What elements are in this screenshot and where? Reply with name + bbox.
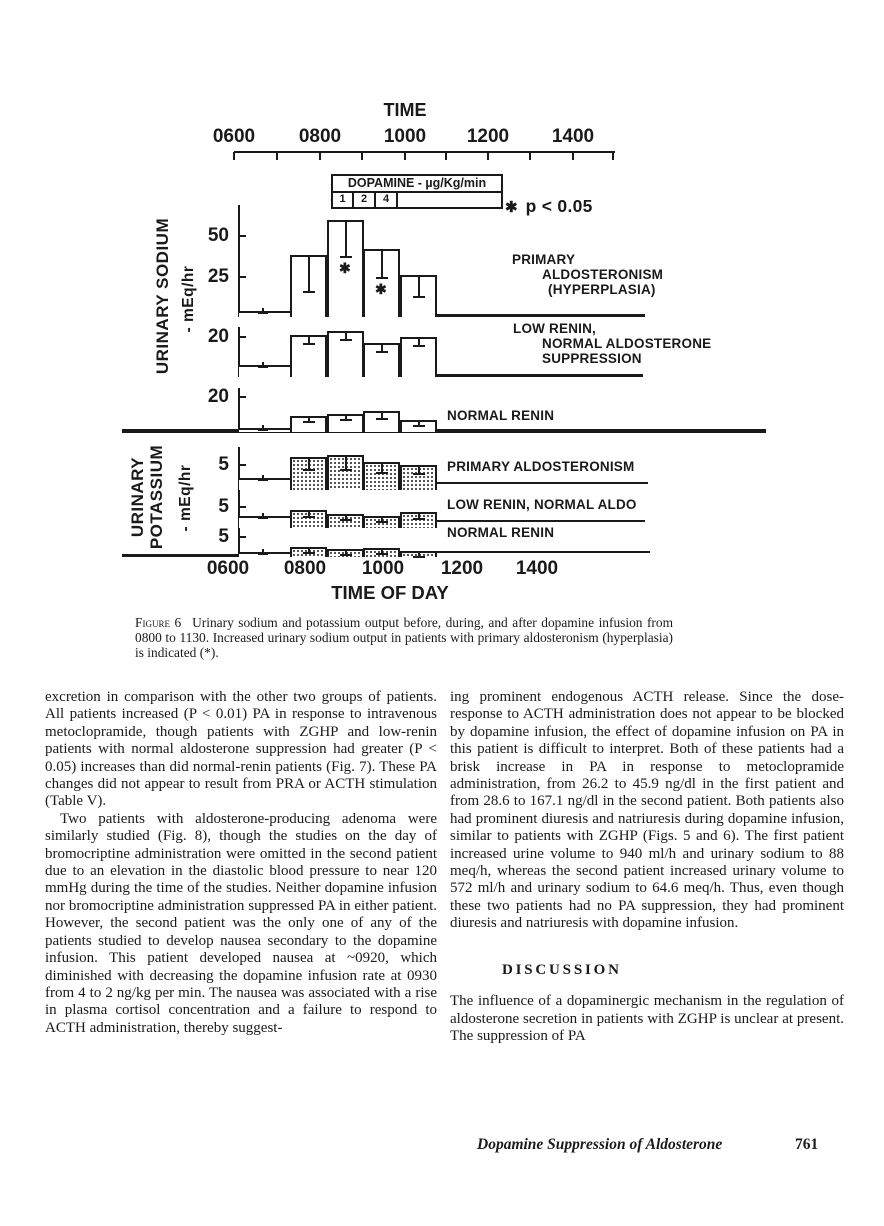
dopamine-dose-row	[331, 193, 503, 209]
top-axis-tick	[445, 152, 447, 160]
top-axis-tick	[361, 152, 363, 160]
significance-label: p < 0.05	[525, 196, 593, 216]
error-bar	[308, 257, 310, 293]
sodium-potassium-divider	[122, 429, 766, 433]
error-bar-cap	[340, 339, 352, 341]
panel-label-line: ALDOSTERONISM	[542, 267, 664, 282]
error-bar-cap	[340, 256, 352, 258]
bottom-axis-tick-label: 0600	[206, 558, 250, 579]
y-tick	[240, 336, 246, 338]
top-axis-tick	[404, 152, 406, 160]
dopamine-dose-cell: 1	[333, 193, 354, 207]
top-axis-tick-label: 0600	[212, 126, 256, 147]
dopamine-dose-cell: 2	[354, 193, 376, 207]
potassium-axis-title-line1: URINARY	[128, 456, 147, 538]
y-tick	[240, 235, 246, 237]
error-bar-cap	[413, 345, 425, 347]
top-axis-tick	[276, 152, 278, 160]
error-bar	[418, 277, 420, 298]
significance-asterisk: ✱	[339, 260, 351, 276]
top-axis-tick	[572, 152, 574, 160]
y-tick	[240, 464, 246, 466]
bottom-axis-tick-label: 0800	[283, 558, 327, 579]
error-bar	[345, 222, 347, 258]
y-tick-label: 25	[207, 265, 229, 287]
y-tick	[240, 536, 246, 538]
right-column	[450, 689, 844, 1045]
panel-label-line: NORMAL RENIN	[447, 525, 555, 540]
error-bar-cap	[303, 516, 315, 518]
significance-asterisk: ✱	[375, 281, 387, 297]
top-axis-tick	[319, 152, 321, 160]
top-axis-tick	[233, 152, 235, 160]
y-tick	[240, 396, 246, 398]
control-error-cap	[258, 553, 268, 555]
error-bar-cap	[340, 419, 352, 421]
panel-label-line: LOW RENIN, NORMAL ALDO	[447, 497, 637, 512]
panel-label	[512, 252, 663, 297]
error-bar-cap	[303, 343, 315, 345]
error-bar-cap	[303, 421, 315, 423]
trailing-control-stripe	[437, 482, 648, 490]
trailing-control-stripe	[437, 551, 650, 557]
top-axis-tick	[612, 152, 614, 160]
bottom-axis-tick-label: 1200	[440, 558, 484, 579]
potassium-axis-unit: - mEq/hr	[177, 464, 194, 532]
bottom-axis-tick-label: 1000	[361, 558, 405, 579]
top-axis-tick-label: 1400	[551, 126, 595, 147]
panel-label-line: PRIMARY ALDOSTERONISM	[447, 459, 635, 474]
panel-label	[447, 497, 637, 512]
y-tick-label: 50	[207, 225, 229, 246]
y-tick	[240, 276, 246, 278]
control-error-cap	[258, 429, 268, 431]
y-tick	[240, 506, 246, 508]
control-error-cap	[258, 366, 268, 368]
error-bar-cap	[413, 518, 425, 520]
panel-label-line: SUPPRESSION	[542, 351, 642, 366]
panel-label	[447, 408, 554, 423]
error-bar-cap	[340, 469, 352, 471]
error-bar-cap	[413, 425, 425, 427]
top-axis-tick-label: 1000	[383, 126, 427, 147]
panel-label	[447, 459, 634, 474]
error-bar-cap	[413, 556, 425, 558]
paragraph: The influence of a dopaminergic mechanism in the regulation of aldosterone secretion in patients with ZGHP is unclear at present. The suppression of PA	[450, 993, 844, 1044]
panel-label-line: NORMAL RENIN	[447, 408, 555, 423]
top-axis-tick	[487, 152, 489, 160]
dopamine-infusion-box	[331, 174, 503, 209]
y-tick-label: 20	[207, 386, 229, 407]
panel-label-line: (HYPERPLASIA)	[548, 282, 656, 297]
error-bar	[381, 251, 383, 279]
figure-caption	[135, 616, 673, 661]
page-number: 761	[795, 1136, 819, 1153]
top-axis-tick-label: 0800	[298, 126, 342, 147]
bottom-axis-tick-label: 1400	[515, 558, 559, 579]
panel-label	[513, 321, 711, 366]
panel-axis-line	[238, 388, 240, 432]
error-bar-cap	[376, 351, 388, 353]
top-axis-tick-label: 1200	[466, 126, 510, 147]
panel-label-line: PRIMARY	[512, 252, 576, 267]
error-bar-cap	[376, 521, 388, 523]
panel-axis-line	[238, 205, 240, 317]
top-axis-line	[234, 151, 615, 153]
figure-caption-label: Figure 6	[135, 615, 182, 630]
error-bar-cap	[303, 291, 315, 293]
error-bar-cap	[303, 552, 315, 554]
error-bar-cap	[376, 418, 388, 420]
sodium-axis-title: URINARY SODIUM	[153, 217, 172, 375]
error-bar-cap	[340, 554, 352, 556]
control-error-cap	[258, 312, 268, 314]
error-bar-cap	[303, 469, 315, 471]
error-bar-cap	[376, 277, 388, 279]
top-axis-tick	[529, 152, 531, 160]
dopamine-dose-cell: 4	[376, 193, 398, 207]
panel-label-line: NORMAL ALDOSTERONE	[542, 336, 712, 351]
left-column	[45, 689, 437, 1037]
error-bar-cap	[376, 553, 388, 555]
discussion-heading: DISCUSSION	[502, 961, 622, 978]
panel-label	[447, 525, 554, 540]
dopamine-dose-cell	[398, 193, 501, 207]
control-error-cap	[258, 479, 268, 481]
sodium-axis-unit: - mEq/hr	[180, 265, 197, 333]
error-bar-cap	[376, 472, 388, 474]
control-error-cap	[258, 517, 268, 519]
figure-caption-text: Urinary sodium and potassium output before, during, and after dopamine infusion from 0800 to 1130. Increased urinary sodium output in patients with primary aldosteronism (hyperplasia) is indicated (*).	[135, 615, 673, 660]
top-axis-title: TIME	[383, 100, 427, 120]
paragraph: ing prominent endogenous ACTH release. Since the dose-response to ACTH administration does not appear to be blocked by dopamine infusion, the effect of dopamine infusion on PA in this patient is difficult to interpret. Both of these patients had a brisk increase in PA in response to metoclopramide administration, from 26.2 to 45.9 ng/dl in the first patient and from 28.6 to 167.1 ng/dl in the second patient. Both patients also had prominent diuresis and natriuresis during dopamine infusion, similar to patients with ZGHP (Figs. 5 and 6). The first patient increased urine volume to 940 ml/h and urinary sodium to 88 meq/h, whereas the second patient increased urinary volume to 572 ml/h and urinary sodium to 64.6 meq/h. Thus, even though these two patients had no PA suppression, they had prominent diuresis and natriuresis with dopamine infusion.	[450, 689, 844, 932]
discussion-text	[450, 993, 844, 1045]
right-column-text	[450, 689, 844, 933]
dopamine-box-title: DOPAMINE - µg/Kg/min	[331, 174, 503, 193]
bottom-axis-title: TIME OF DAY	[331, 582, 449, 603]
significance-note	[505, 196, 593, 217]
y-tick-label: 5	[218, 526, 229, 547]
paragraph: excretion in comparison with the other two groups of patients. All patients increased (P < 0.01) PA in response to intravenous metoclopramide, though patients with ZGHP and low-renin patients with normal aldosterone suppression had greater (P < 0.05) increases than did normal-renin patients (Fig. 7). These PA changes did not appear to result from PRA or ACTH stimulation (Table V).	[45, 689, 437, 810]
panel-label-line: LOW RENIN,	[513, 321, 596, 336]
running-title: Dopamine Suppression of Aldosterone	[477, 1136, 723, 1153]
y-tick-label: 20	[207, 326, 229, 347]
error-bar-cap	[340, 519, 352, 521]
paragraph: Two patients with aldosterone-producing adenoma were similarly studied (Fig. 8), though the studies on the day of bromocriptine administration were omitted in the second patient due to an elevation in the diastolic blood pressure to near 120 mmHg during the time of the studies. Neither dopamine infusion nor bromocriptine administration suppressed PA in either patient. However, the second patient was the only one of any of the patients studied to develop nausea secondary to the dopamine infusion. This patient developed nausea at ~0920, which diminished with decreasing the dopamine infusion rate at 0930 from 4 to 2 ng/kg per min. The nausea was associated with a rise in plasma cortisol concentration and a failure to respond to ACTH administration, thereby suggest-	[45, 810, 437, 1036]
error-bar-cap	[413, 296, 425, 298]
error-bar-cap	[413, 473, 425, 475]
y-tick-label: 5	[218, 496, 229, 517]
potassium-axis-title-line2: POTASSIUM	[147, 444, 166, 550]
asterisk-icon: ✱	[505, 199, 518, 216]
y-tick-label: 5	[218, 454, 229, 475]
